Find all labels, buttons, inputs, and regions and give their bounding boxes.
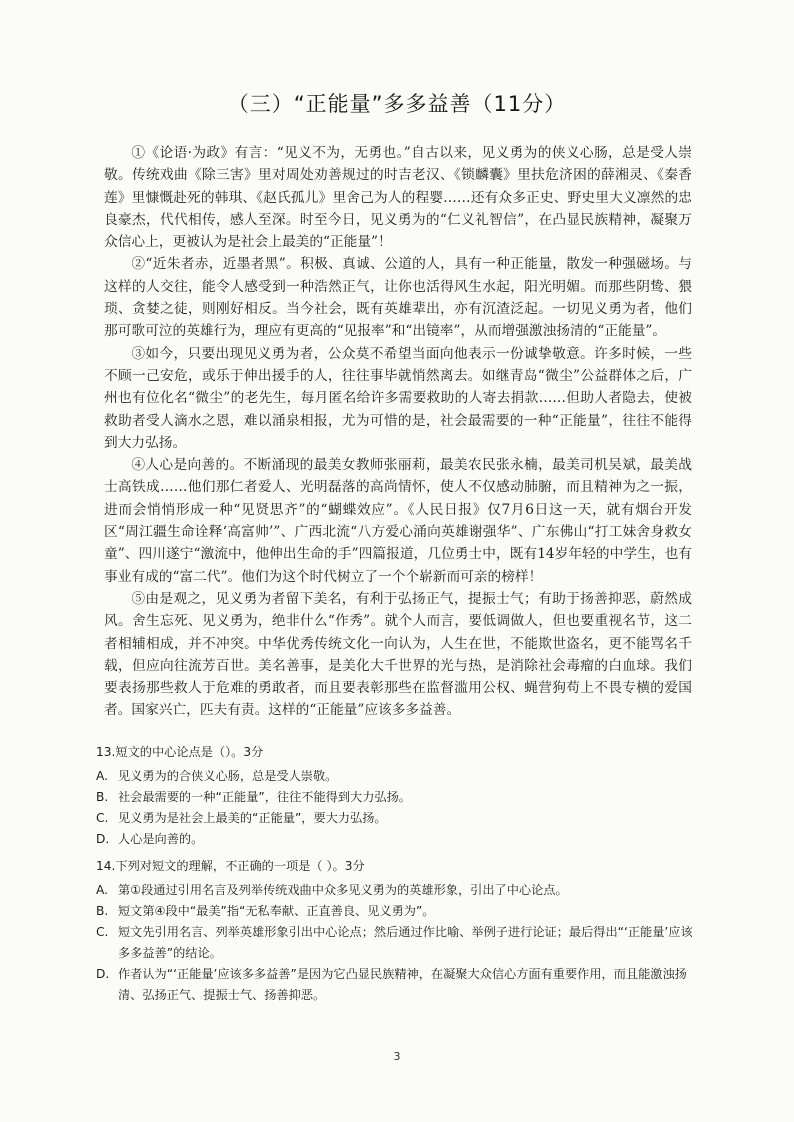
option-letter: B. — [96, 790, 109, 804]
question-stem: 13.短文的中心论点是（）。3分 — [96, 745, 264, 759]
option-b — [96, 787, 696, 808]
option-text: 作者认为“‘正能量’应该多多益善”是因为它凸显民族精神，在凝聚大众信心方面有重要作用，而且能激浊扬清、弘扬正气、提振士气、扬善抑恶。 — [118, 967, 687, 1002]
option-letter: B. — [96, 904, 109, 918]
option-text: 见义勇为的合侠义心肠，总是受人崇敬。 — [118, 769, 338, 783]
paragraph-3: ③如今，只要出现见义勇为者，公众莫不希望当面向他表示一份诚挚敬意。许多时候，一些不顾一己安危，或乐于伸出援手的人，往往事毕就悄然离去。如继青岛“微尘”公益群体之后，广州也有位化名“微尘”的老先生，每月匿名给许多需要救助的人寄去捐款……但助人者隐去，使被救助者受人滴水之恩，难以涌泉相报，尤为可惜的是，社会最需要的一种“正能量”，往往不能得到大力弘扬。 — [104, 345, 692, 451]
option-d — [96, 964, 696, 1006]
option-letter: D. — [96, 967, 110, 981]
paragraph-5: ⑤由是观之，见义勇为者留下美名，有利于弘扬正气，提振士气；有助于扬善抑恶，蔚然成风。舍生忘死、见义勇为，绝非什么“作秀”。就个人而言，要低调做人，但也要重视名节，这二者相辅相成，并不冲突。中华优秀传统文化一向认为，人生在世，不能欺世盗名，更不能骂名千载，但应向往流芳百世。美名善事，是美化大千世界的光与热，是消除社会毒瘤的白血球。我们要表扬那些救人于危难的勇敢者，而且要表彰那些在监督滥用公权、蝇营狗苟上不畏专横的爱国者。国家兴亡，匹夫有责。这样的“正能量”应该多多益善。 — [104, 590, 692, 719]
option-letter: A. — [96, 769, 108, 783]
option-a — [96, 880, 696, 901]
option-c — [96, 922, 696, 964]
page-number: 3 — [393, 1050, 401, 1063]
paragraph-1: ①《论语·为政》有言：“见义不为，无勇也。”自古以来，见义勇为的侠义心肠，总是受人崇敬。传统戏曲《除三害》里对周处劝善规过的时吉老汉、《锁麟囊》里扶危济困的薛湘灵、《秦香莲》里慷慨赴死的韩琪、《赵氏孤儿》里舍己为人的程婴……还有众多正史、野史里大义凛然的忠良豪杰，代代相传，感人至深。时至今日，见义勇为的“仁义礼智信”，在凸显民族精神，凝聚万众信心上，更被认为是社会上最美的“正能量”！ — [104, 145, 692, 251]
option-c — [96, 808, 696, 829]
option-text: 人心是向善的。 — [118, 832, 204, 846]
option-letter: C. — [96, 925, 109, 939]
option-a — [96, 766, 696, 787]
option-letter: D. — [96, 832, 110, 846]
question-13 — [96, 742, 696, 850]
question-14 — [96, 856, 696, 1006]
paragraph-2: ②“近朱者赤，近墨者黑”。积极、真诚、公道的人，具有一种正能量，散发一种强磁场。与这样的人交往，能令人感受到一种浩然正气，让你也活得风生水起，阳光明媚。而那些阴鸷、猥琐、贪婪之徒，则刚好相反。当今社会，既有英雄辈出，亦有沉渣泛起。一切见义勇为者，他们那可歌可泣的英雄行为，理应有更高的“见报率”和“出镜率”，从而增强激浊扬清的“正能量”。 — [104, 256, 692, 340]
option-text: 短文第④段中“最美”指“无私奉献、正直善良、见义勇为”。 — [118, 904, 435, 918]
option-b — [96, 901, 696, 922]
option-letter: C. — [96, 811, 109, 825]
option-text: 见义勇为是社会上最美的“正能量”，要大力弘扬。 — [118, 811, 387, 825]
option-text: 短文先引用名言、列举英雄形象引出中心论点；然后通过作比喻、举例子进行论证；最后得出“‘正能量’应该多多益善”的结论。 — [118, 925, 693, 960]
paragraph-4: ④人心是向善的。不断涌现的最美女教师张丽莉，最美农民张永楠，最美司机吴斌，最美战士高铁成……他们那仁者爱人、光明磊落的高尚情怀，使人不仅感动肺腑，而且精神为之一振，进而会悄悄形成一种“见贤思齐”的“蝴蝶效应”。《人民日报》仅7月6日这一天，就有烟台开发区“周江疆生命诠释‘高富帅’”、广西北流“八方爱心涌向英雄谢强华”、广东佛山“打工妹舍身救女童”、四川遂宁“激流中，他伸出生命的手”四篇报道，几位勇士中，既有14岁年轻的中学生，也有事业有成的“富二代”。他们为这个时代树立了一个个崭新而可亲的榜样！ — [104, 457, 692, 585]
questions — [96, 742, 696, 1012]
option-text: 第①段通过引用名言及列举传统戏曲中众多见义勇为的英雄形象，引出了中心论点。 — [118, 883, 568, 897]
option-text: 社会最需要的一种“正能量”，往往不能得到大力弘扬。 — [118, 790, 411, 804]
option-letter: A. — [96, 883, 108, 897]
option-d — [96, 829, 696, 850]
question-stem: 14.下列对短文的理解，不正确的一项是（ ）。3分 — [96, 859, 365, 873]
passage — [104, 142, 692, 722]
section-title: （三）“正能量”多多益善（11分） — [227, 92, 567, 116]
